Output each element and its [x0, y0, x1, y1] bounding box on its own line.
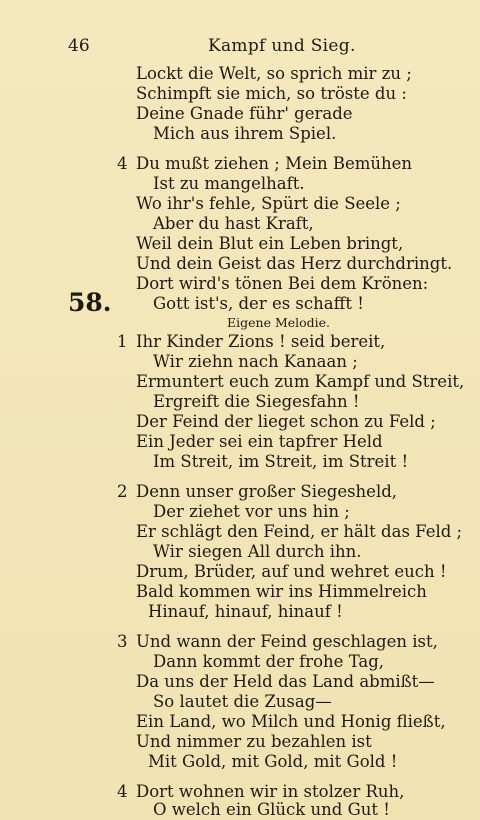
page-number: 46 [68, 36, 90, 56]
running-title: Kampf und Sieg. [208, 36, 356, 56]
verse-line: Ihr Kinder Zions ! seid bereit, [136, 332, 386, 351]
verse-number: 4 [117, 782, 128, 801]
verse-line: Ermuntert euch zum Kampf und Streit, [136, 372, 465, 391]
verse-line: Wo ihr's fehle, Spürt die Seele ; [136, 194, 401, 213]
verse-line: Schimpft sie mich, so tröste du : [136, 84, 407, 103]
verse-line: Ein Land, wo Milch und Honig fließt, [136, 712, 446, 731]
verse-line: Ergreift die Siegesfahn ! [153, 392, 360, 411]
verse-line: O welch ein Glück und Gut ! [153, 800, 390, 819]
verse-line: Denn unser großer Siegesheld, [136, 482, 398, 501]
verse-line: Und nimmer zu bezahlen ist [136, 732, 372, 751]
verse-line: Drum, Brüder, auf und wehret euch ! [136, 562, 447, 581]
verse-line: Da uns der Held das Land abmißt— [136, 672, 435, 691]
verse-line: Im Streit, im Streit, im Streit ! [153, 452, 409, 471]
verse-line: Gott ist's, der es schafft ! [153, 294, 364, 313]
verse-line: Dort wird's tönen Bei dem Krönen: [136, 274, 429, 293]
verse-line: Aber du hast Kraft, [153, 214, 314, 233]
verse-line: Der Feind der lieget schon zu Feld ; [136, 412, 436, 431]
verse-number: 4 [117, 154, 128, 173]
verse-line: Mich aus ihrem Spiel. [153, 124, 337, 143]
verse-line: Ist zu mangelhaft. [153, 174, 305, 193]
verse-line: Ein Jeder sei ein tapfrer Held [136, 432, 383, 451]
verse-number: 3 [117, 632, 128, 651]
verse-line: Hinauf, hinauf, hinauf ! [148, 602, 343, 621]
hymn-number: 58. [68, 288, 112, 317]
verse-line: Mit Gold, mit Gold, mit Gold ! [148, 752, 398, 771]
verse-number: 2 [117, 482, 128, 501]
verse-line: Bald kommen wir ins Himmelreich [136, 582, 427, 601]
verse-line: Lockt die Welt, so sprich mir zu ; [136, 64, 412, 83]
verse-line: Er schlägt den Feind, er hält das Feld ; [136, 522, 463, 541]
verse-line: Weil dein Blut ein Leben bringt, [136, 234, 404, 253]
verse-line: Der ziehet vor uns hin ; [153, 502, 350, 521]
verse-line: Dort wohnen wir in stolzer Ruh, [136, 782, 405, 801]
verse-line: So lautet die Zusag— [153, 692, 332, 711]
verse-line: Und wann der Feind geschlagen ist, [136, 632, 438, 651]
verse-line: Wir ziehn nach Kanaan ; [153, 352, 358, 371]
verse-line: Und dein Geist das Herz durchdringt. [136, 254, 453, 273]
verse-number: 1 [117, 332, 128, 351]
melody-note: Eigene Melodie. [227, 315, 331, 330]
verse-line: Deine Gnade führ' gerade [136, 104, 353, 123]
page-header [0, 36, 480, 58]
verse-line: Dann kommt der frohe Tag, [153, 652, 385, 671]
verse-line: Wir siegen All durch ihn. [153, 542, 362, 561]
verse-line: Du mußt ziehen ; Mein Bemühen [136, 154, 413, 173]
